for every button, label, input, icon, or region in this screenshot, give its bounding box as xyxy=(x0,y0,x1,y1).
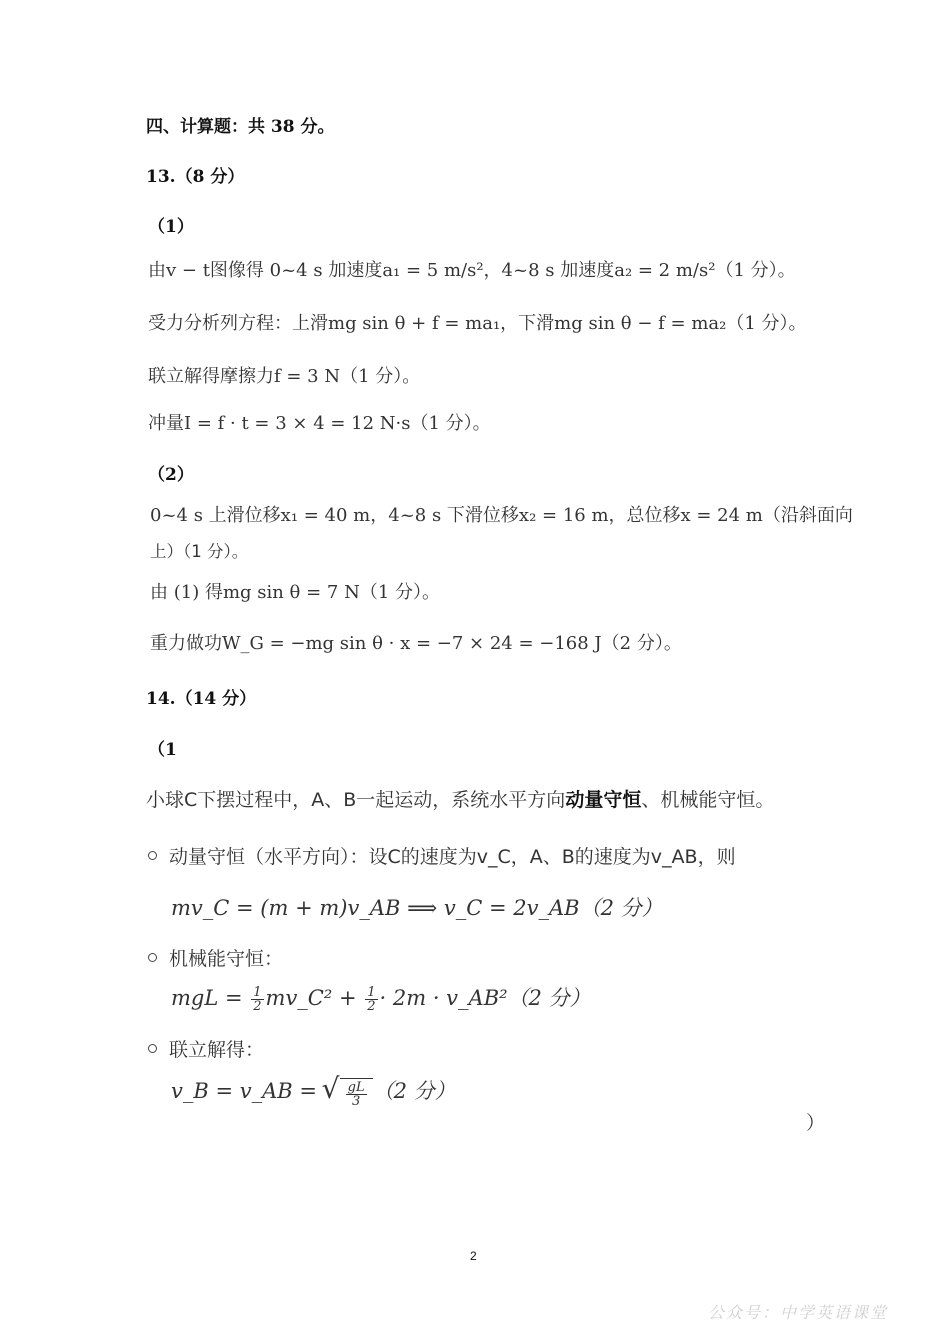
bullet-circle-icon xyxy=(148,1044,157,1053)
sqrt-sign-icon: √ xyxy=(321,1071,340,1105)
q13-line6: 由 (1) 得mg sin θ = 7 N（1 分）。 xyxy=(150,582,441,603)
watermark: 公众号：中学英语课堂 xyxy=(708,1303,889,1322)
bullet2-equation xyxy=(171,982,591,1013)
question-14-label: 14.（14 分） xyxy=(146,689,257,709)
q14-intro-bold: 动量守恒 xyxy=(565,789,642,811)
sqrt-frac-num: gL xyxy=(347,1079,365,1095)
bullet3-equation xyxy=(171,1071,456,1109)
eq2-part-a: mgL = xyxy=(171,986,250,1010)
bullet-momentum xyxy=(148,842,736,869)
q14-intro xyxy=(146,785,774,812)
eq3-part-a: v_B = v_AB = xyxy=(171,1079,324,1103)
fraction-half-2 xyxy=(365,986,377,1013)
fraction-gl-over-3 xyxy=(346,1081,367,1108)
bullet1-title: 动量守恒（水平方向）：设C的速度为v_C，A、B的速度为v_AB，则 xyxy=(169,846,736,868)
q14-intro-b: 、机械能守恒。 xyxy=(641,789,775,811)
bullet1-equation: mv_C = (m + m)v_AB ⟹ v_C = 2v_AB（2 分） xyxy=(171,896,663,920)
bullet-solve xyxy=(148,1035,264,1062)
q13-line2: 受力分析列方程：上滑mg sin θ + f = ma₁，下滑mg sin θ − f = ma₂（1 分）。 xyxy=(148,313,807,334)
bullet-energy xyxy=(148,944,283,971)
q13-part2-label: （2） xyxy=(148,465,194,485)
sqrt-frac-den: 3 xyxy=(352,1093,361,1109)
q13-part1-label: （1） xyxy=(148,217,194,237)
frac-num: 1 xyxy=(367,985,376,1000)
bullet-circle-icon xyxy=(148,953,157,962)
page-number: 2 xyxy=(470,1249,477,1263)
q13-line3: 联立解得摩擦力f = 3 N（1 分）。 xyxy=(148,366,421,387)
q14-part1-label: （1 xyxy=(148,740,177,760)
eq3-part-b: （2 分） xyxy=(372,1079,456,1103)
q13-line4: 冲量I = f · t = 3 × 4 = 12 N·s（1 分）。 xyxy=(148,413,491,434)
sqrt-expression xyxy=(321,1071,373,1109)
bullet-circle-icon xyxy=(148,851,157,860)
bullet3-title: 联立解得： xyxy=(169,1039,265,1061)
frac-den: 2 xyxy=(253,999,262,1014)
q13-line1: 由v − t图像得 0~4 s 加速度a₁ = 5 m/s²，4~8 s 加速度a₂ = 2 m/s²（1 分）。 xyxy=(148,260,796,281)
frac-den: 2 xyxy=(367,999,376,1014)
q14-intro-a: 小球C下摆过程中，A、B一起运动，系统水平方向 xyxy=(146,789,566,811)
frac-num: 1 xyxy=(253,985,262,1000)
section-title: 四、计算题：共 38 分。 xyxy=(146,117,335,137)
q13-line7: 重力做功W_G = −mg sin θ · x = −7 × 24 = −168 J（2 分）。 xyxy=(150,633,682,654)
question-13-label: 13.（8 分） xyxy=(146,167,245,187)
eq2-part-c: · 2m · v_AB²（2 分） xyxy=(379,986,591,1010)
fraction-half-1 xyxy=(251,986,263,1013)
q13-line5b: 上）（1 分）。 xyxy=(150,542,249,561)
bullet2-title: 机械能守恒： xyxy=(169,948,284,970)
stray-parenthesis: ） xyxy=(806,1112,826,1134)
q13-line5a: 0~4 s 上滑位移x₁ = 40 m，4~8 s 下滑位移x₂ = 16 m，总位移x = 24 m（沿斜面向 xyxy=(150,505,853,526)
eq2-part-b: mv_C² + xyxy=(265,986,364,1010)
